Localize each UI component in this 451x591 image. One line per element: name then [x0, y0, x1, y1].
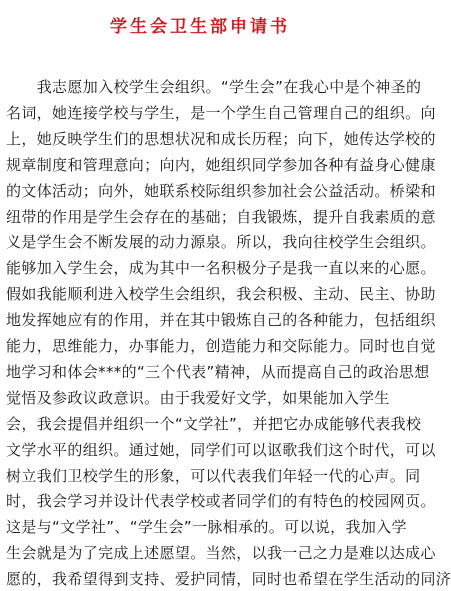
body-line: 地发挥她应有的作用，并在其中锻炼自己的各种能力，包括组织	[6, 311, 436, 330]
body-line: 愿的，我希望得到支持、爱护同情，同时也希望在学生活动的同济	[6, 570, 451, 589]
body-line: 文学水平的组织。通过她，同学们可以讴歌我们这个时代，可以	[6, 440, 436, 459]
body-line: 地学习和体会***的“三个代表”精神，从而提高自己的政治思想	[6, 362, 430, 381]
body-line: 时，我会学习并设计代表学校或者同学们的有特色的校园网页。	[6, 492, 436, 511]
body-line: 名词，她连接学校与学生，是一个学生自己管理自己的组织。向	[6, 103, 436, 122]
body-line: 这是与“文学社”、“学生会”一脉相承的。可以说，我加入学	[6, 518, 407, 537]
body-line: 我志愿加入校学生会组织。“学生会”在我心中是个神圣的	[6, 78, 422, 96]
body-line: 生会就是为了完成上述愿望。当然，以我一己之力是难以达成心	[6, 544, 436, 563]
body-line: 上，她反映学生们的思想状况和成长历程；向下，她传达学校的	[6, 129, 436, 148]
body-line: 义是学生会不断发展的动力源泉。所以，我向往校学生会组织。	[6, 233, 436, 252]
document-title: 学生会卫生部申请书	[110, 17, 290, 37]
body-line: 假如我能顺利进入校学生会组织，我会积极、主动、民主、协助	[6, 285, 436, 304]
body-line: 纽带的作用是学生会存在的基础；自我锻炼，提升自我素质的意	[6, 207, 436, 226]
body-line: 会，我会提倡并组织一个“文学社”，并把它办成能够代表我校	[6, 414, 422, 433]
body-line: 能够加入学生会，成为其中一名积极分子是我一直以来的心愿。	[6, 259, 436, 278]
body-line: 树立我们卫校学生的形象，可以代表我们年轻一代的心声。同	[6, 466, 421, 485]
body-line: 的文体活动；向外，她联系校际组织参加社会公益活动。桥梁和	[6, 181, 436, 200]
body-line: 规章制度和管理意向；向内，她组织同学参加各种有益身心健康	[6, 155, 436, 174]
body-line: 能力，思维能力，办事能力，创造能力和交际能力。同时也自觉	[6, 337, 436, 355]
body-line: 觉悟及参政议政意识。由于我爱好文学，如果能加入学生	[6, 388, 390, 407]
